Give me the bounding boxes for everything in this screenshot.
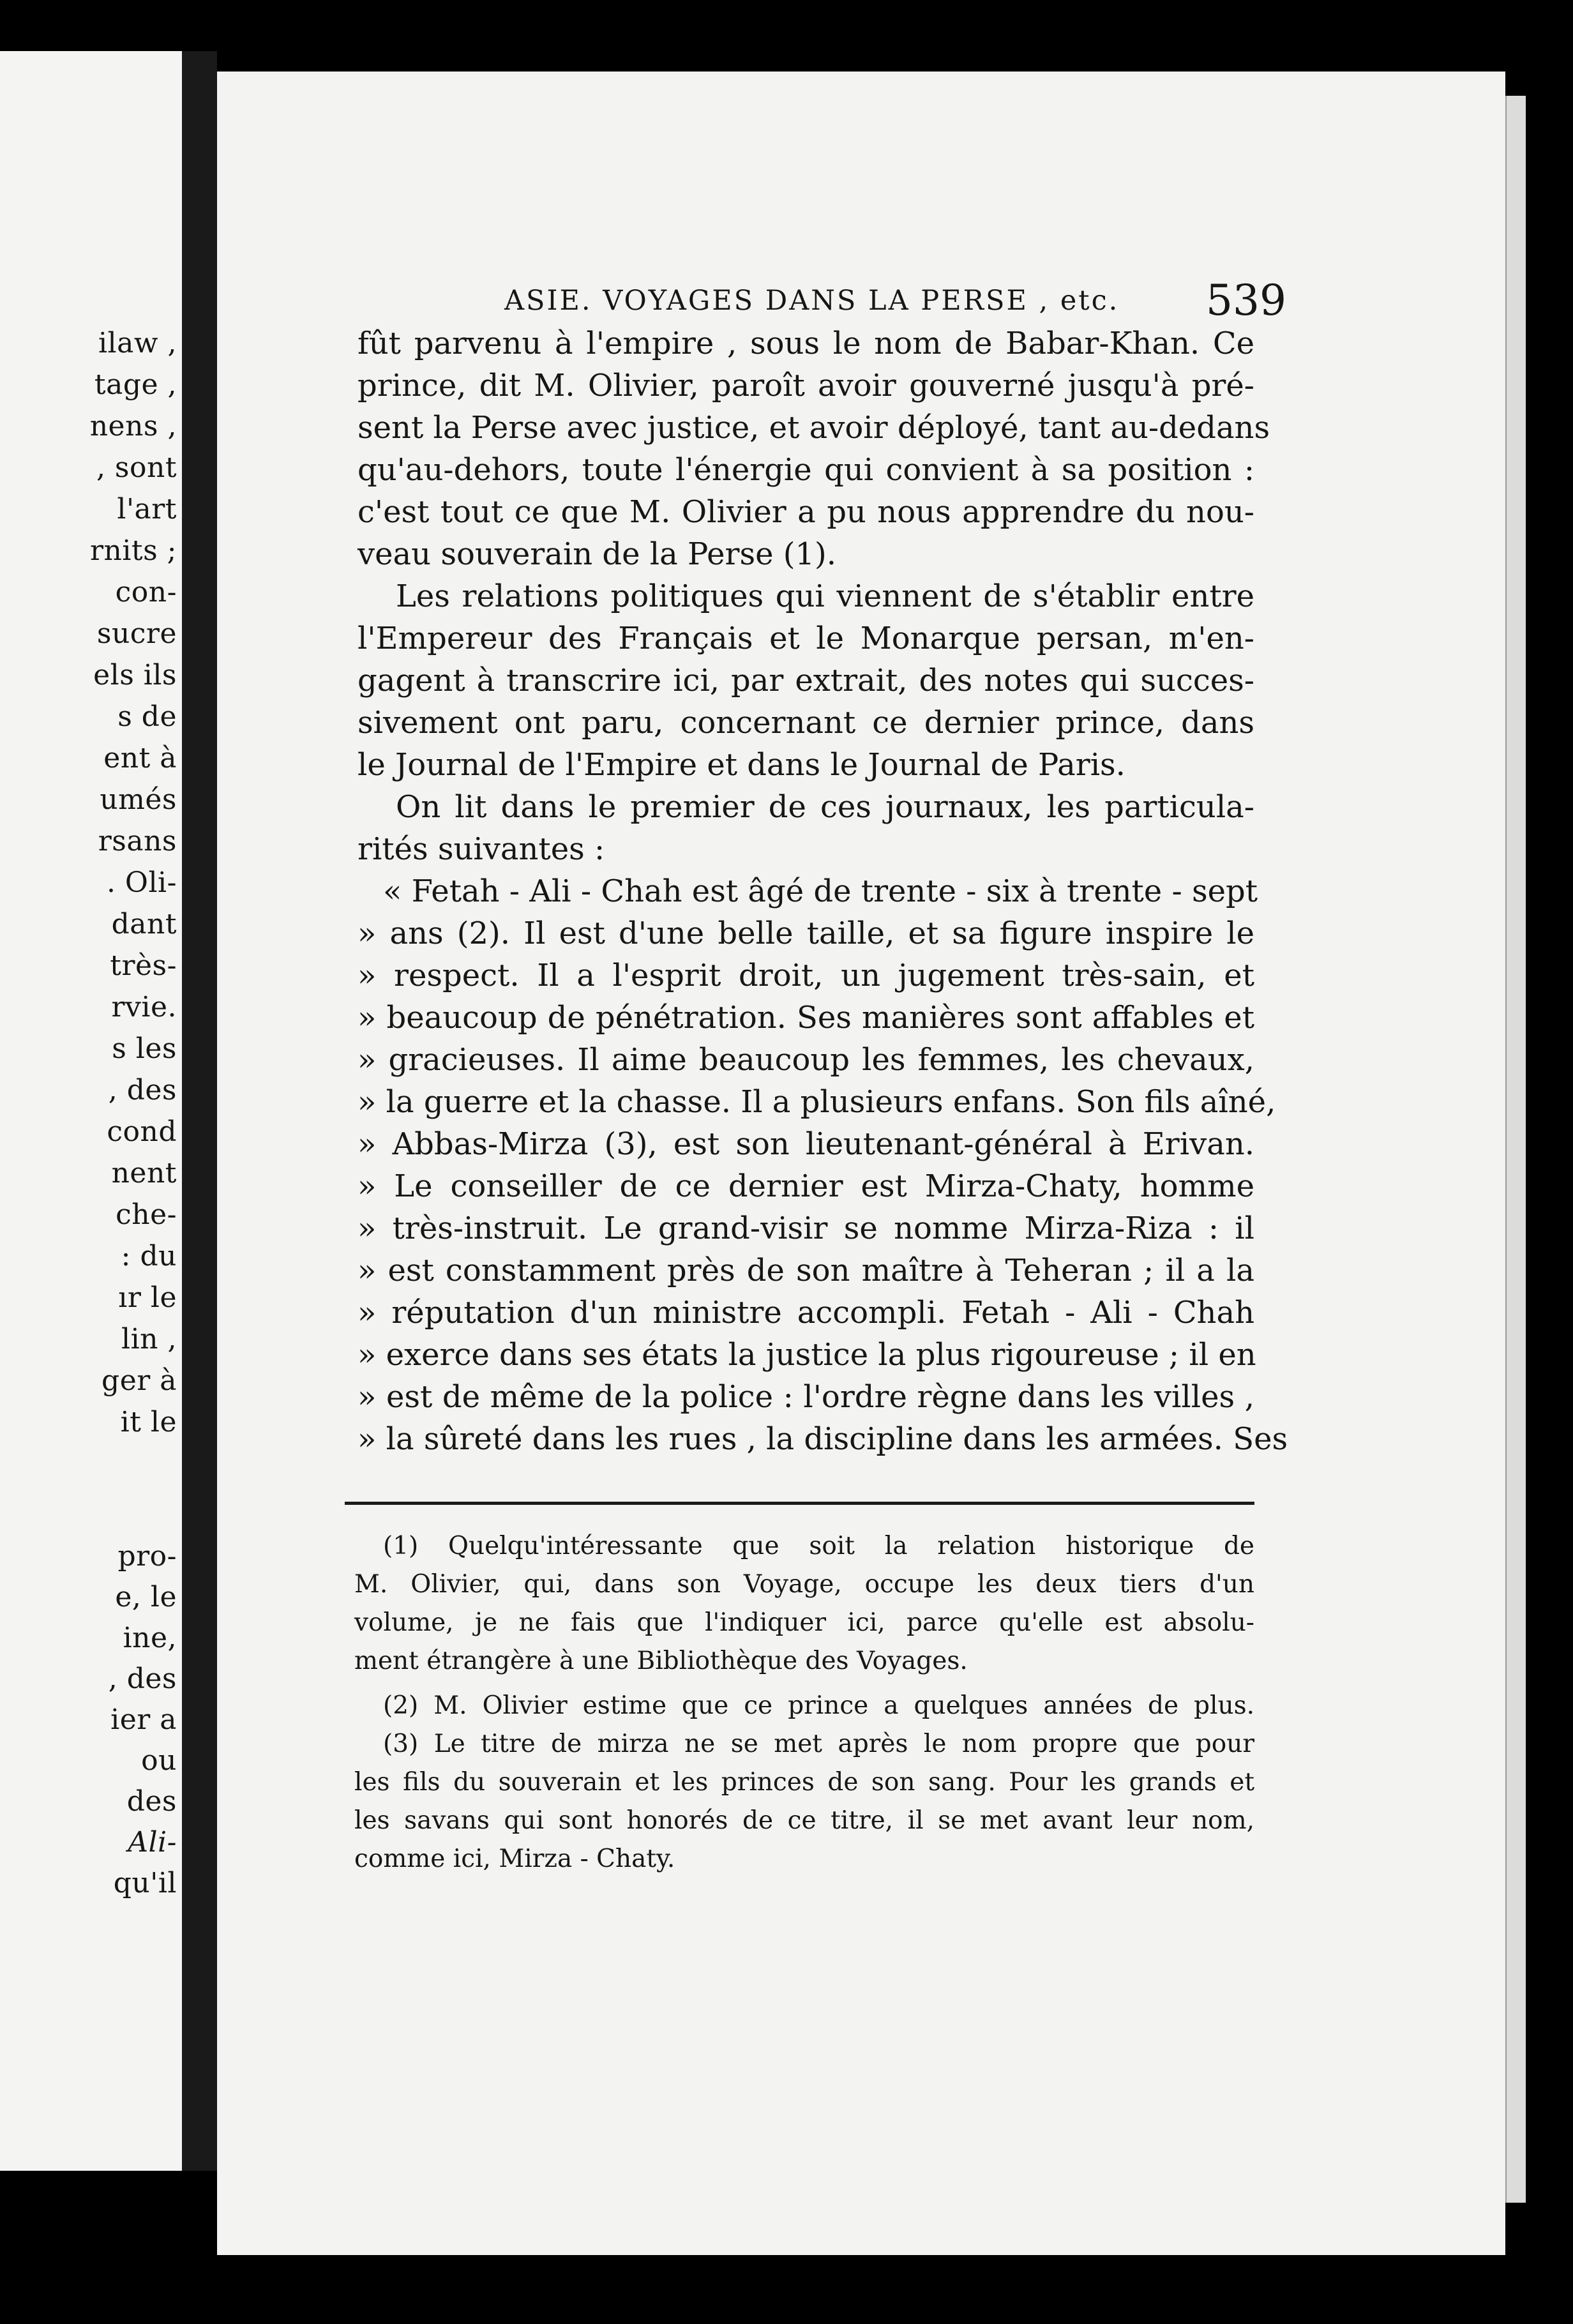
footnote-rule — [345, 1502, 1254, 1505]
text-line: » réputation d'un ministre accompli. Fetah - Ali - Chah — [358, 1295, 1254, 1331]
facing-page-line: ent à — [103, 742, 177, 774]
facing-page-line: rsans — [98, 825, 177, 857]
facing-page-line: Ali- — [128, 1826, 177, 1859]
facing-page-line: ger à — [102, 1364, 177, 1397]
text-line: » beaucoup de pénétration. Ses manières sont affables et — [358, 1000, 1254, 1036]
facing-page-line: cond — [107, 1115, 177, 1148]
facing-page-line: ou — [141, 1744, 177, 1777]
text-line: veau souverain de la Perse (1). — [358, 536, 837, 572]
facing-page-line: , des — [108, 1663, 177, 1695]
text-line: » respect. Il a l'esprit droit, un jugement très-sain, et — [358, 958, 1254, 993]
text-line: c'est tout ce que M. Olivier a pu nous apprendre du nou- — [358, 494, 1254, 530]
text-line: rités suivantes : — [358, 831, 605, 867]
book-gutter — [182, 51, 217, 2171]
text-line: » très-instruit. Le grand-visir se nomme Mirza-Riza : il — [358, 1211, 1254, 1246]
facing-page-line: qu'il — [113, 1867, 177, 1899]
text-line: » gracieuses. Il aime beaucoup les femmes, les chevaux, — [358, 1042, 1254, 1078]
facing-page-line: tage , — [94, 368, 177, 401]
facing-page-line: , des — [108, 1074, 177, 1106]
facing-page-line: e, le — [115, 1581, 177, 1613]
text-line: » est constamment près de son maître à Teheran ; il a la — [358, 1253, 1254, 1288]
footnote-line: les fils du souverain et les princes de son sang. Pour les grands et — [354, 1768, 1254, 1797]
text-line: Les relations politiques qui viennent de s'établir entre — [396, 578, 1254, 614]
facing-page-line: it le — [120, 1406, 177, 1438]
facing-page-line: ilaw , — [98, 327, 177, 359]
facing-page-line: nent — [111, 1157, 177, 1189]
footnote-line: (1) Quelqu'intéressante que soit la relation historique de — [383, 1532, 1254, 1560]
facing-page-line: , sont — [96, 451, 177, 484]
text-line: le Journal de l'Empire et dans le Journal de Paris. — [358, 747, 1125, 783]
footnote-line: M. Olivier, qui, dans son Voyage, occupe les deux tiers d'un — [354, 1570, 1254, 1599]
footnote-line: les savans qui sont honorés de ce titre, il se met avant leur nom, — [354, 1806, 1254, 1835]
text-line: l'Empereur des Français et le Monarque persan, m'en- — [358, 621, 1254, 656]
text-line: fût parvenu à l'empire , sous le nom de Babar-Khan. Ce — [358, 326, 1254, 361]
facing-page-line: nens , — [89, 410, 177, 442]
facing-page-fragment — [0, 51, 182, 2171]
text-line: sent la Perse avec justice, et avoir déployé, tant au-dedans — [358, 410, 1270, 446]
facing-page-line: sucre — [96, 617, 177, 650]
facing-page-line: con- — [115, 576, 177, 608]
footnote-line: (2) M. Olivier estime que ce prince a quelques années de plus. — [383, 1691, 1254, 1720]
text-line: » exerce dans ses états la justice la plus rigoureuse ; il en — [358, 1337, 1256, 1373]
footnote-line: volume, je ne fais que l'indiquer ici, parce qu'elle est absolu- — [354, 1608, 1254, 1637]
page-edge — [1505, 96, 1526, 2203]
footnote-line: (3) Le titre de mirza ne se met après le nom propre que pour — [383, 1730, 1254, 1758]
page-header — [504, 276, 1286, 327]
facing-page-line: che- — [116, 1198, 177, 1231]
text-line: « Fetah - Ali - Chah est âgé de trente - six à trente - sept — [383, 873, 1258, 909]
text-line: » ans (2). Il est d'une belle taille, et sa figure inspire le — [358, 916, 1254, 951]
text-line: » la guerre et la chasse. Il a plusieurs enfans. Son fils aîné, — [358, 1084, 1276, 1120]
text-line: » est de même de la police : l'ordre règne dans les villes , — [358, 1379, 1254, 1415]
facing-page-line: rnits ; — [89, 534, 177, 567]
text-line: » Abbas-Mirza (3), est son lieutenant-général à Erivan. — [358, 1126, 1254, 1162]
footnote-line: ment étrangère à une Bibliothèque des Voyages. — [354, 1647, 968, 1675]
facing-page-line: . Oli- — [106, 866, 177, 899]
facing-page-line: els ils — [93, 659, 177, 691]
text-line: prince, dit M. Olivier, paroît avoir gouverné jusqu'à pré- — [358, 368, 1254, 404]
facing-page-line: umés — [100, 783, 177, 816]
text-line: » la sûreté dans les rues , la discipline dans les armées. Ses — [358, 1421, 1288, 1457]
facing-page-line: lin , — [121, 1323, 177, 1355]
text-line: qu'au-dehors, toute l'énergie qui convient à sa position : — [358, 452, 1254, 488]
text-line: On lit dans le premier de ces journaux, les particula- — [396, 789, 1254, 825]
facing-page-line: rvie. — [111, 991, 177, 1023]
footnote-line: comme ici, Mirza - Chaty. — [354, 1845, 675, 1873]
facing-page-line: ier a — [110, 1703, 177, 1736]
facing-page-line: ine, — [123, 1622, 177, 1654]
facing-page-line: des — [126, 1785, 177, 1818]
facing-page-line: pro- — [117, 1540, 177, 1573]
text-line: sivement ont paru, concernant ce dernier prince, dans — [358, 705, 1254, 741]
facing-page-line: s les — [112, 1032, 177, 1065]
text-line: » Le conseiller de ce dernier est Mirza-Chaty, homme — [358, 1168, 1254, 1204]
running-head: ASIE. VOYAGES DANS LA PERSE , etc. — [504, 285, 1120, 317]
facing-page-line: s de — [117, 700, 177, 733]
text-line: gagent à transcrire ici, par extrait, des notes qui succes- — [358, 663, 1254, 698]
facing-page-line: très- — [110, 949, 177, 982]
facing-page-line: ır le — [118, 1281, 177, 1314]
facing-page-line: dant — [111, 908, 177, 940]
page-number: 539 — [1206, 276, 1286, 325]
facing-page-line: : du — [121, 1240, 177, 1272]
facing-page-line: l'art — [117, 493, 177, 525]
